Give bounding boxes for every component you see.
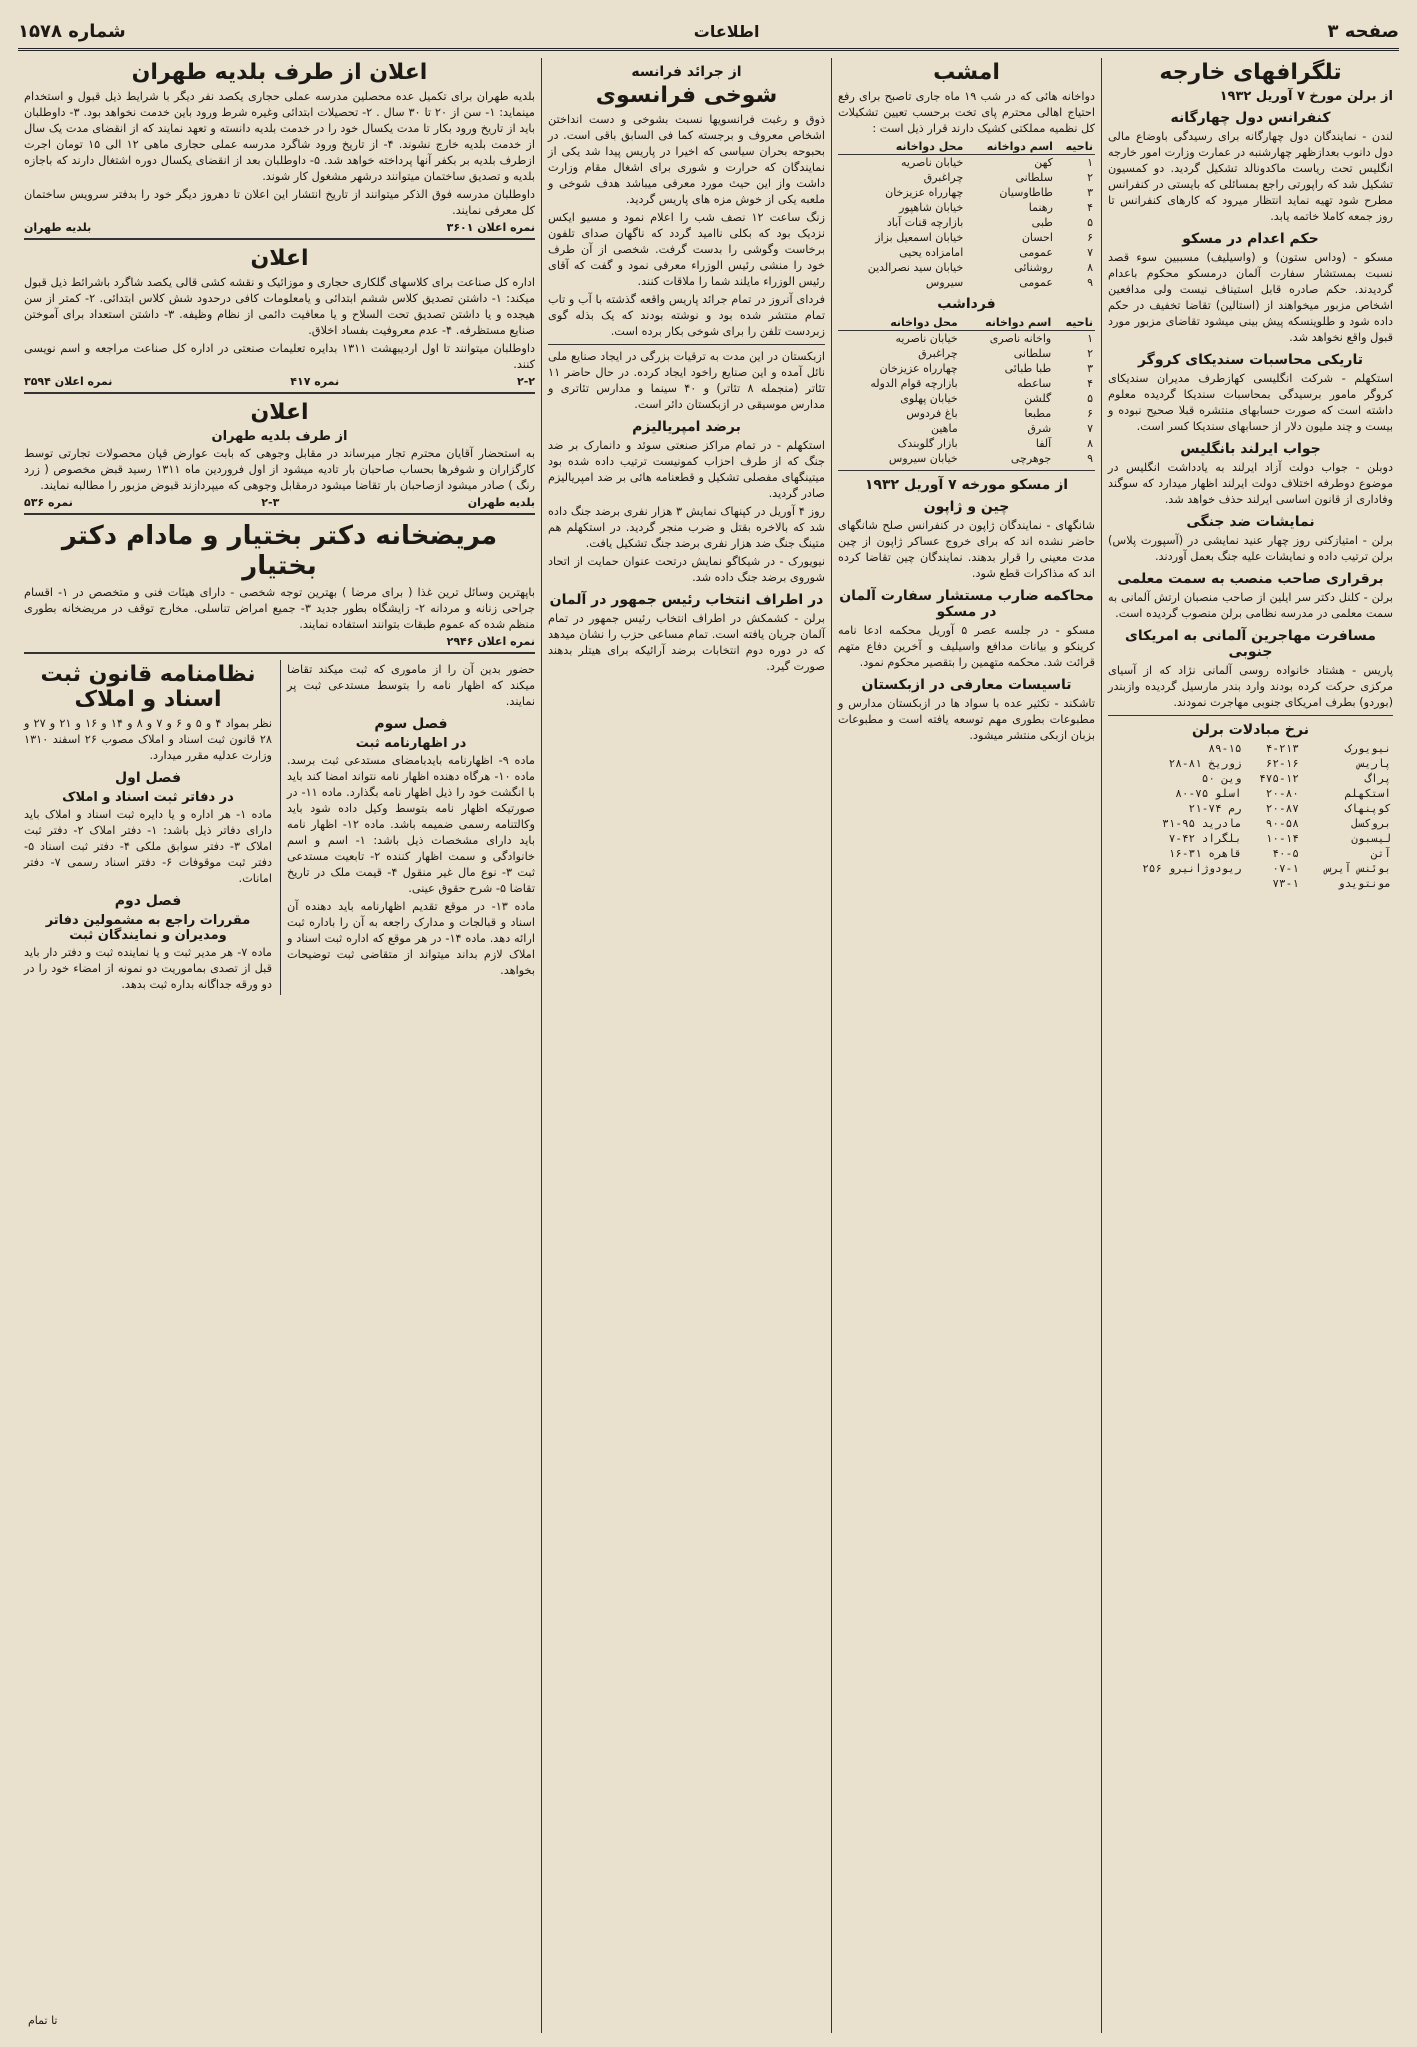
table-row: استکهلم ۲۰-۸۰ اسلو ۷۵-۸۰ — [1175, 787, 1391, 800]
article-text: دوبلن - جواب دولت آزاد ایرلند به یادداشت انگلیس در موضوع دوطرفه اختلاف دولت ایرلند اظهار میدارد که سوگند وفاداری از قانون اساسی ایرلند حذف خواهد شد. — [1108, 461, 1393, 506]
table-row: ۸ آلفا بازار گلوبندک — [897, 437, 1093, 450]
table-row: کوپنهاک ۲۰-۸۷ رم ۷۴-۲۱ — [1188, 802, 1391, 815]
article-title: شوخی فرانسوی — [595, 83, 778, 108]
masthead — [18, 14, 1399, 51]
section-title: از جرائد فرانسه — [631, 64, 742, 80]
law-column-left — [280, 660, 535, 995]
table-row: ۵ طبی بازارچه قنات آباد — [886, 216, 1093, 229]
table-row: ۴ ساعطه بازارچه قوام الدوله — [870, 377, 1093, 390]
article-title: مسافرت مهاجرین آلمانی به امریکای جنوبی — [1125, 628, 1376, 660]
announcement-number: نمره اعلان ۲۹۴۶ — [446, 635, 535, 648]
table-row: ۲ سلطانی چراغبرق — [923, 171, 1093, 184]
announcement-number: نمره ۵۳۶ — [24, 496, 73, 509]
table-row: مونتویدو ۷۳-۱ — [1272, 877, 1391, 890]
newspaper-page — [18, 14, 1399, 2033]
table-row: بوئنس آیرس ۰۷-۱ ریودوژانیرو ۲۵۶ — [1142, 862, 1391, 875]
page-number: صفحه ۳ — [1327, 20, 1399, 42]
announcement-part: ۲-۲ — [517, 375, 535, 388]
announcement-hospital — [24, 521, 535, 654]
hospital-text: باپهترین وسائل ترین غذا ( برای مرضا ) بهترین توجه شخصی - دارای هیئات فنی و متخصص در ۱- اقسام جراحی زنانه و مردانه ۲- زایشگاه بطور جدید ۳- جمیع امراض تناسلی. مخارج توقف در مریضخانه بطوری منظم شده که عموم طبقات بتوانند استفاده نمایند. — [24, 586, 535, 631]
table-row: ۳ طاطاوسیان چهارراه عزیزخان — [885, 186, 1093, 199]
law-text: حضور بدین آن را از ماموری که ثبت میکند تقاضا میکند که اظهار نامه را بتوسط مستدعی ثبت پر نمایند. — [287, 663, 535, 708]
table-row: نیویورک ۴-۲۱۳ ۸۹-۱۵ — [1208, 742, 1391, 755]
table-row: ۲ سلطانی چراغبرق — [918, 347, 1093, 360]
dateline: از مسکو مورخه ۷ آوریل ۱۹۳۲ — [864, 477, 1069, 493]
article-text: برلن - کشمکش در اطراف انتخاب رئیس جمهور در تمام آلمان جریان یافته است. تمام مساعی حزب را نشان میدهد که در دوره دوم انتخابات برضد آرائیکه برای هیتلر بدهند صورت گیرد. — [548, 612, 825, 673]
chapter-subtitle: در اظهارنامه ثبت — [355, 736, 467, 751]
column-announcements — [18, 58, 541, 2033]
chapter-title: فصل سوم — [374, 716, 448, 732]
hospital-title: مریضخانه دکتر بختیار و مادام دکتر بختیار — [61, 521, 498, 581]
announcement-signature: بلدیه طهران — [24, 221, 92, 234]
law-section — [24, 660, 535, 995]
article-title: تاریکی محاسبات سندیکای کروگر — [1137, 352, 1364, 368]
exchange-rates-title: نرخ مبادلات برلن — [1192, 722, 1309, 738]
table-row: ۳ طبا طبائی چهارراه عزیزخان — [879, 362, 1093, 375]
column-tonight — [831, 58, 1101, 2033]
article-title: نمایشات ضد جنگی — [1186, 514, 1315, 530]
law-title: نظامنامه قانون ثبت اسناد و املاک — [40, 662, 256, 712]
law-text: ماده ۱۳- در موقع تقدیم اظهارنامه باید دهنده آن اسناد و قبالجات و مدارک راجعه به آن را باداره ثبت ارائه دهد. ماده ۱۴- در هر موقع که اداره ثبت اسناد و املاک لازم بداند میتواند از متقاضی ثبت توضیحات بخواهد. — [287, 900, 535, 977]
announcement-footer: داوطلبان میتوانند تا اول اردیبهشت ۱۳۱۱ بدایره تعلیمات صنعتی در اداره کل صناعت مراجعه و اسم نویسی کنند. — [24, 342, 535, 371]
table-row: پراگ ۴۷۵-۱۲ وین ۵۰ — [1201, 772, 1391, 785]
pharmacy-intro: دواخانه هائی که در شب ۱۹ ماه جاری تاصبح برای رفع احتیاج اهالی محترم پای تخت برحسب تعیین تشکیلات کل نظمیه مملکتی کشیک دارند قرار ذیل است : — [838, 90, 1095, 135]
law-text: ماده ۷- هر مدیر ثبت و یا نماینده ثبت و دفتر دار باید قبل از تصدی بماموریت دو نمونه از امضاء خود را در دو ورقه جداگانه بداره ثبت بدهد. — [24, 946, 272, 991]
table-row: ۸ روشنائی خیابان سید نصرالدین — [867, 261, 1093, 274]
chapter-subtitle: در دفاتر ثبت اسناد و املاک — [62, 790, 234, 805]
column-foreign-telegrams — [1101, 58, 1399, 2033]
table-row: آتن ۴۰-۵ قاهره ۳۱-۱۶ — [1168, 847, 1391, 860]
announcement-municipality — [24, 60, 535, 240]
article-title: تاسیسات معارفی در ازبکستان — [861, 677, 1072, 693]
section-title: امشب — [933, 60, 1000, 85]
to-be-continued: تا تمام — [28, 2014, 58, 2027]
table-row: ۶ احسان خیابان اسمعیل بزاز — [875, 231, 1093, 244]
table-row: لیسبون ۱۰-۱۴ بلگراد ۴۲-۷ — [1168, 832, 1391, 845]
announcement-number: نمره اعلان ۳۵۹۴ — [24, 375, 113, 388]
article-text: مسکو - (وداس ستون) و (واسیلیف) مسببین سوء قصد نسبت بمستشار سفارت آلمان درمسکو محکوم باعدام گردیدند. حکم صادره قابل استیناف نیست ولی مدافعین اشخاص مزبور میخواهند از (استالین) تقاضا تخفیف در حکم داده شود و طلوینسکه پیش بینی میشود تقاضای مزبور مورد قبول واقع نخواهد شد. — [1108, 251, 1393, 344]
law-intro: نظر بمواد ۴ و ۵ و ۶ و ۷ و ۸ و ۱۴ و ۱۶ و ۲۱ و ۲۷ و ۲۸ قانون ثبت اسناد و املاک مصوب ۲۶ اسفند ۱۳۱۰ وزارت عدلیه مقرر میدارد. — [24, 717, 272, 762]
table-row: ۹ عمومی سیروس — [925, 276, 1093, 289]
table-row: ۹ جوهرچی خیابان سیروس — [888, 452, 1093, 465]
article-text: استکهلم - شرکت انگلیسی کهازطرف مدیران سندیکای کروگر مامور برسیدگی بمحاسبات سندیکا گردیده معلوم داشته است که صورت حسابهای منتشره قبلا صحیح نبوده و بیست و چند ملیون دلار از حسابهای سندیکا کسر است. — [1108, 372, 1393, 433]
column-french-press — [541, 58, 831, 2033]
announcement-number: نمره اعلان ۳۶۰۱ — [446, 221, 535, 234]
chapter-title: فصل دوم — [114, 893, 182, 909]
announcement-title: اعلان از طرف بلدیه طهران — [131, 60, 428, 85]
chapter-title: فصل اول — [115, 770, 181, 786]
article-text: مسکو - در جلسه عصر ۵ آوریل محکمه ادعا نامه کرینکو و بیانات مدافع واسیلیف و آخرین دفاع متهم قرائت شد. محکمه متهمین را بتقصیر محکوم نمود. — [838, 624, 1095, 669]
columns — [18, 58, 1399, 2033]
announcement-signature: بلدیه طهران — [467, 496, 535, 509]
article-text: برلن - کلنل دکتر سر ایلین از صاحب منصبان ارتش آلمانی به سمت معلمی در مدرسه نظامی برلن منصوب گردیده است. — [1108, 591, 1393, 620]
article-title: چین و ژاپون — [923, 499, 1010, 515]
announcement-subtitle: از طرف بلدیه طهران — [211, 429, 348, 444]
section-subtitle: فرداشب — [937, 296, 996, 312]
article-title: در اطراف انتخاب رئیس جمهور در آلمان — [549, 592, 824, 608]
announcement-part: ۲-۳ — [261, 496, 280, 509]
table-row: ۴ رهنما خیابان شاهپور — [899, 201, 1093, 214]
announcement-industry — [24, 246, 535, 394]
article-text: استکهلم - در تمام مراکز صنعتی سوئد و دانمارک بر ضد جنگ که از طرف احزاب کمونیست ترتیب داده شده بود میتینگهای مفصلی تشکیل و قطعنامه هائی بر ضد امپریالیزم صادر گردید. — [548, 439, 825, 500]
table-row: ۷ عمومی امامزاده یحیی — [899, 246, 1093, 259]
announcement-text: اداره کل صناعت برای کلاسهای گلکاری حجاری و موزائیک و نقشه کشی قالی یکصد شاگرد باشرائط ذیل قبول میکند: ۱- داشتن تصدیق کلاس ششم ابتدائی و یامعلومات کافی درحدود شش کلاس ابتدائی. ۲- کمتر از سن هیجده و یا داشتن تصدیق تحت السلاح و یا معافیت دائمی از نظام وظیفه. ۳- داشتن استعداد برای آموختن صنایع مستظرفه. ۴- عدم معروفیت بفساد اخلاق. — [24, 276, 536, 337]
table-row: ۱ کهن خیابان ناصریه — [901, 156, 1093, 169]
table-row: ۱ واخانه ناصری خیابان ناصریه — [895, 332, 1093, 345]
newspaper-name: اطلاعات — [693, 21, 760, 41]
article-title: حکم اعدام در مسکو — [1182, 231, 1319, 247]
announcement-title: اعلان — [250, 246, 309, 271]
table-row: ۶ مطبعا باغ فردوس — [906, 407, 1093, 420]
announcement-title: اعلان — [250, 400, 309, 425]
article-title: برقراری صاحب منصب به سمت معلمی — [1117, 571, 1384, 587]
table-row: ۷ شرق ماهین — [930, 422, 1093, 435]
article-text: فردای آنروز در تمام جرائد پاریس واقعه گذشته با آب و تاب تمام منتشر شده بود و نوشته بودند که یک بذله گوی زبردست تلفن را برای شوخی بکار برده است. — [548, 293, 825, 338]
pharmacy-table-tomorrow: ناحیه اسم دواخانه محل دواخانه ۱ واخانه ناصری خیابان ناصریه ۲ سلطانی چراغبرق ۳ طبا طبائی چهارراه عزیزخان ۴ ساعطه بازارچه قوام الدوله ۵ گلشن خیابان پهلوی ۶ مطبعا باغ فردوس ۷ شرق ماهین ۸ آلفا بازار گلوبندک ۹ جوهرچی خیابان سیروس — [838, 315, 1095, 466]
exchange-rates-table — [1108, 741, 1393, 891]
table-row: بروکسل ۹۰-۵۸ مادرید ۹۵-۳۱ — [1162, 817, 1391, 830]
article-text: برلن - امتیازکنی روز چهار عنید نمایشی در (آسپورت پلاس) برلن ترتیب داده و نمایشات علیه جنگ بعمل آوردند. — [1108, 534, 1393, 563]
article-text: لندن - نمایندگان دول چهارگانه برای رسیدگی باوضاع مالی دول دانوب بعدازظهر چهارشنبه در عمارت وزارت امور خارجه انگلیس تحت ریاست ماکدونالد تشکیل گردید. دو کمسیون تشکیل شد که راپورتی راجع بمسائلی که بایستی در کنفرانس مطرح شود تهیه نماید انتظار میرود که کارهای کنفرانس تا روز جمعه کاملا خاتمه یابد. — [1107, 130, 1393, 223]
announcement-text: به استحضار آقایان محترم تجار میرساند در مقابل وجوهی که بابت عوارض قپان محصولات تجارتی توسط کارگزاران و شوفرها بحساب صاحبان بار تادیه میشود از اول فروردین ماه ۱۳۱۱ رسید قبض مخصوص ( زرد رنگ ) صادر میشود ازصاحبان بار تقاضا میشود درمقابل وجوهی که میپردازند قبوض مزبور را مطالبه نمایند. — [24, 447, 535, 492]
article-text: ازبکستان در این مدت به ترقیات بزرگی در ایجاد صنایع ملی نائل آمده و این صنایع راخود ایجاد کرده. در حال حاضر ۱۱ تئاتر (منجمله ۸ تئاتر) و ۴۰ سینما و مدارس تئاتری و مدارس موسیقی در ازبکستان دائر است. — [548, 350, 826, 411]
article-text: روز ۴ آوریل در کپنهاک نمایش ۳ هزار نفری برضد جنگ داده شد که بالاخره بقتل و ضرب منجر گردید. در استکهلم هم متینگ جنگ ضد هزار نفری برضد جنگ تشکیل یافت. — [548, 505, 825, 550]
article-title: محاکمه ضارب مستشار سفارت آلمان در مسکو — [839, 588, 1094, 620]
announcement-weighing — [24, 400, 535, 515]
law-text: ماده ۹- اظهارنامه بایدبامضای مستدعی ثبت برسد. ماده ۱۰- هرگاه دهنده اظهار نامه نتواند امضا کند باید با انگشت خود را ذیل اظهار نامه بگذارد. ماده ۱۱- در صورتیکه اظهار نامه بتوسط وکیل داده شود باید وکالتنامه رسمی ضمیمه باشد. ماده ۱۲- اظهار نامه باید دارای مشخصات ذیل باشد: ۱- اسم و اسم خانوادگی و سمت اظهار کننده ۲- تابعیت مستدعی ثبت ۳- نوع مال غیر منقول ۴- قیمت ملک در تاریخ تقاضا ۵- شرح حقوق عینی. — [287, 754, 536, 895]
pharmacy-table-tonight: ناحیه اسم دواخانه محل دواخانه ۱ کهن خیابان ناصریه ۲ سلطانی چراغبرق ۳ طاطاوسیان چهارراه عزیزخان ۴ رهنما خیابان شاهپور ۵ طبی بازارچه قنات آباد ۶ احسان خیابان اسمعیل بزاز ۷ عمومی امامزاده یحیی ۸ روشنائی خیابان سید نصرالدین ۹ عمومی سیروس — [838, 139, 1095, 290]
dateline: از برلن مورخ ۷ آوریل ۱۹۳۲ — [1219, 89, 1393, 104]
law-text: ماده ۱- هر اداره و یا دایره ثبت اسناد و املاک باید دارای دفاتر ذیل باشد: ۱- دفتر املاک ۲- دفتر ثبت املاک ۳- دفتر سوابق ملکی ۴- دفتر ثبت اسناد ۵- دفتر ثبت موقوفات ۶- دفتر اسناد رسمی ۷- دفتر امانات. — [24, 808, 272, 885]
article-text: شانگهای - نمایندگان ژاپون در کنفرانس صلح شانگهای حاضر نشده اند که برای خروج عساکر ژاپون از چین مدت معینی را قرار بدهند. نمایندگان چین تقاضا کرده اند که مذاکرات قطع شود. — [838, 519, 1095, 580]
table-row: ۵ گلشن خیابان پهلوی — [900, 392, 1093, 405]
issue-number: شماره ۱۵۷۸ — [18, 20, 126, 42]
announcement-text: بلدیه طهران برای تکمیل عده محصلین مدرسه عملی حجاری یکصد نفر دیگر با شرایط ذیل قبول و استخدام مینماید: ۱- سن از ۲۰ تا ۳۰ سال . ۲- تحصیلات ابتدائی وغیره شرط ورود باین خدمت نخواهد بود. ۳- داوطلبان باید از تاریخ ورود بکار تا مدت یکسال خود را در خدمت بلدیه دانسته و تعهد نمایند که از انقضای مدت یک سال از خدمت بلدیه خارج نشوند. ۴- از تاریخ ورود شاگرد مدرسه عملی حجاری ماهی ۱۲ الی ۱۵ تومان اجرت ازطرف بلدیه بر بکفر آنها پرداخته خواهد شد. ۵- داوطلبان بعد از انقضای یکسال دوره اشتغال دارند که باجازه بلدیه و تصدیق ساختمان میتوانند درشهر مشغول کار شوند. — [24, 90, 535, 183]
article-text: زنگ ساعت ۱۲ نصف شب را اعلام نمود و مسیو ایکس نزدیک بود که بکلی ناامید گردد که ناگهان صدای تلفون برخاست وگوشی را بدست گرفت. شخصی از آن طرف خود را منشی رئیس الوزراء معرفی نمود و گفت که آقای رئیس الوزراء مایلند شما را ملاقات کنند. — [548, 211, 825, 288]
table-row: پاریس ۶۲-۱۶ زوریخ ۸۱-۲۸ — [1168, 757, 1391, 770]
article-text: ذوق و رغبت فرانسویها نسبت بشوخی و دست انداختن اشخاص معروف و برجسته کما فی السابق باقی است. در بحبوحه بحران سیاسی که اخیرا در پاریس پیدا شد یکی از نمایندگان که حرارت و شوری برای اشغال مقام وزارت داشت واز این حیث مورد معرفی میباشد هدف شوخی و ملعبه یکی از خوش مزه های پاریس گردید. — [548, 113, 825, 206]
section-title: تلگرافهای خارجه — [1159, 60, 1342, 85]
article-text: پاریس - هشتاد خانواده روسی آلمانی نژاد که از آسیای مرکزی حرکت کرده بودند وارد بندر مارسیل گردیده وازبندر (بوردو) بطرف امریکای جنوبی مهاجرت نمودند. — [1108, 664, 1393, 709]
article-title: جواب ایرلند بانگلیس — [1180, 441, 1321, 457]
article-title: برضد امپریالیزم — [632, 419, 741, 435]
announcement-number: نمره ۴۱۷ — [290, 375, 340, 388]
chapter-subtitle: مقررات راجع به مشمولین دفاتر ومدیران و نمایندگان ثبت — [45, 913, 251, 943]
article-title: کنفرانس دول چهارگانه — [1170, 110, 1331, 126]
article-text: تاشکند - تکثیر عده با سواد ها در ازبکستان مدارس و مطبوعات بطوری مهم توسعه یافته است و مطبوعات بزبان ازبکی منتشر میشود. — [838, 697, 1095, 742]
law-column-right — [24, 660, 272, 995]
announcement-footer: داوطلبان مدرسه فوق الذکر میتوانند از تاریخ انتشار این اعلان تا دهروز دیگر خود را بدفتر سرویس ساختمان کل معرفی نمایند. — [24, 188, 535, 217]
article-text: نیویورک - در شیکاگو نمایش درتحت عنوان حمایت از اتحاد شوروی برضد جنگ داده شد. — [548, 555, 825, 584]
